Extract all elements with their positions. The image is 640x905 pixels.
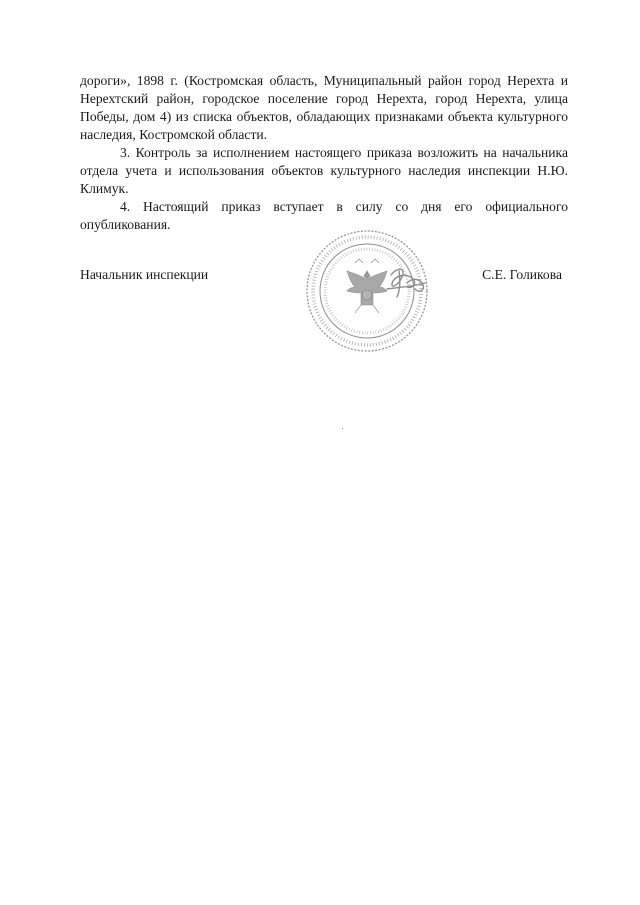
scan-speck — [342, 428, 343, 429]
paragraph-object-exclusion: дороги», 1898 г. (Костромская область, Муниципальный район город Нерехта и Нерехтский район, городское поселение город Нерехта, город Нерехта, улица Победы, дом 4) из списка объектов, обладающих признаками объекта культурного наследия, Костромской области. — [80, 73, 568, 142]
paragraph-control-clause: 3. Контроль за исполнением настоящего приказа возложить на начальника отдела учета и использования объектов культурного наследия инспекции Н.Ю. Климук. — [80, 145, 568, 196]
signatory-title: Начальник инспекции — [80, 267, 209, 282]
signatory-name: С.Е. Голикова — [482, 267, 562, 282]
paragraph-effective-clause: 4. Настоящий приказ вступает в силу со дня его официального опубликования. — [80, 199, 568, 232]
document-body — [80, 72, 568, 234]
double-headed-eagle-emblem — [347, 259, 387, 313]
official-seal-stamp — [303, 227, 431, 355]
